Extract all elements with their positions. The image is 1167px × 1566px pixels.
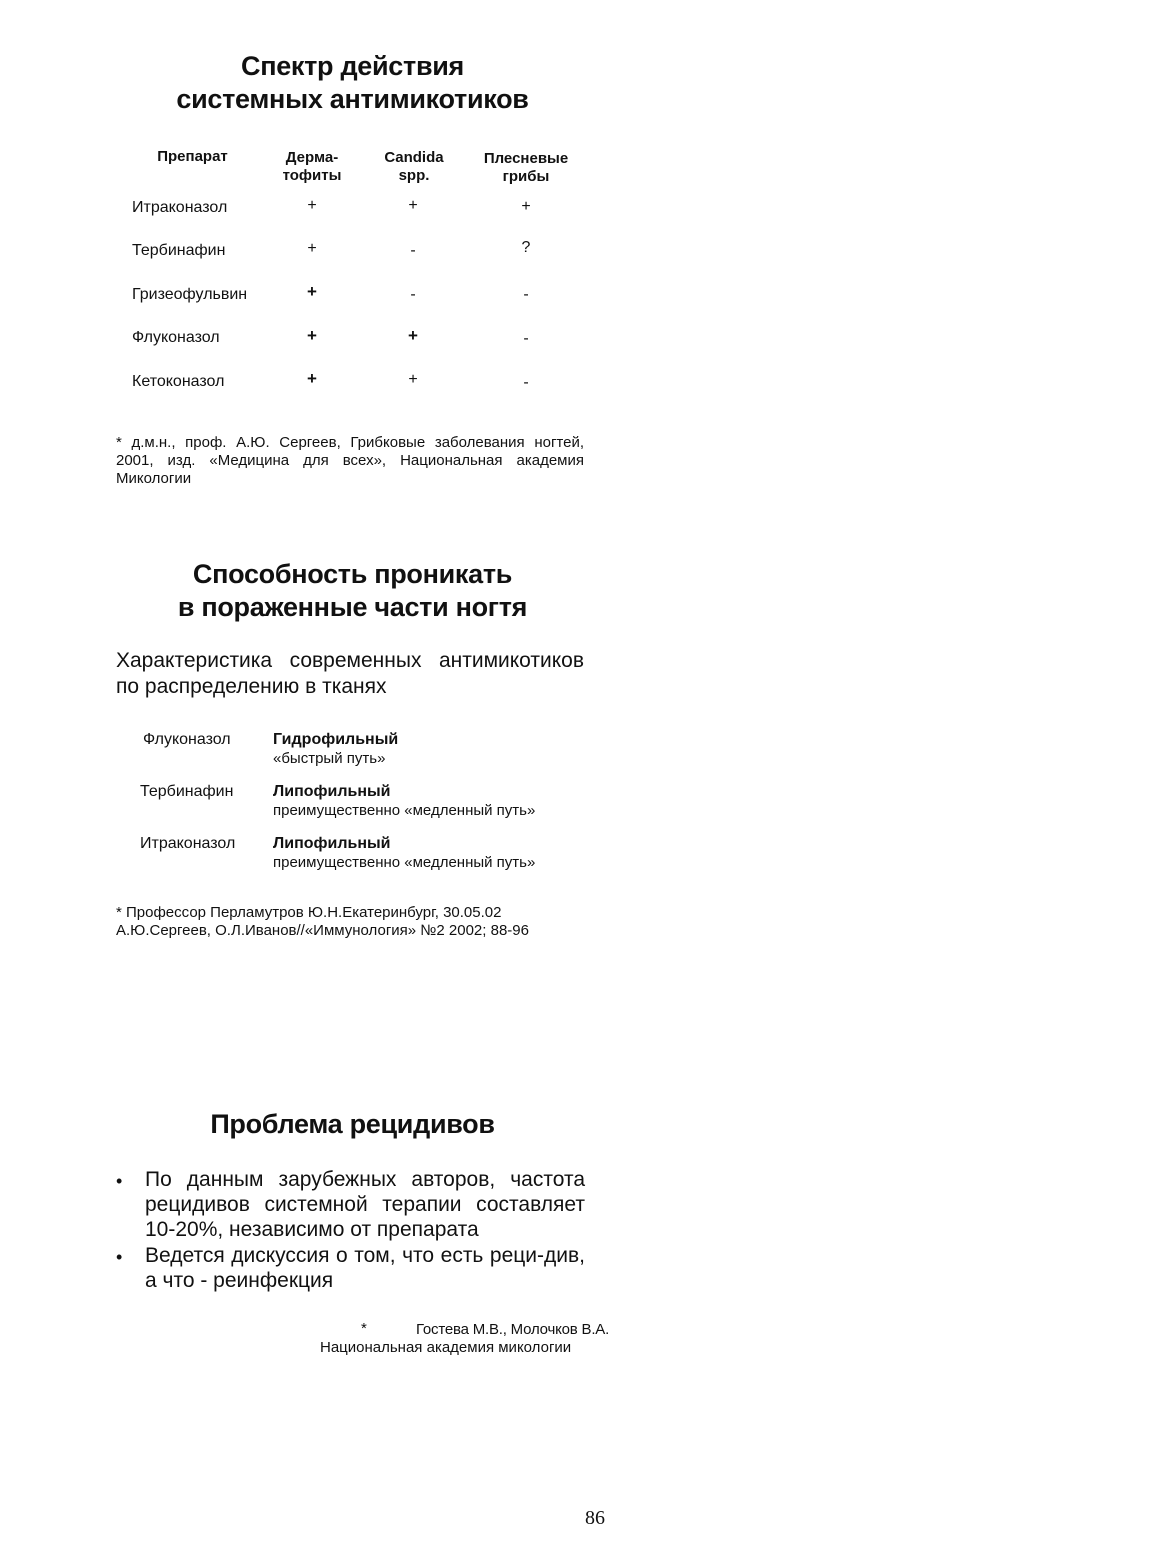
list-item-drug: Тербинафин [140,783,234,800]
header-dermatophytes-line-2: тофиты [282,167,342,184]
table-cell-molds: - [523,330,529,347]
table-row-drug: Тербинафин [132,242,226,259]
header-molds-line-1: Плесневые [483,150,569,167]
table-row-drug: Гризеофульвин [132,286,248,303]
list-item-desc: «быстрый путь» [273,750,386,767]
header-candida-line-1: Candida [384,149,444,166]
table-cell-candida: + [408,326,418,345]
list-item-type: Липофильный [273,783,391,800]
section3-footnote-author: Гостева М.В., Молочков В.А. [416,1321,610,1338]
table-cell-dermatophytes: + [307,369,317,388]
list-item-drug: Флуконазол [143,731,231,748]
list-item-type: Гидрофильный [273,731,399,748]
header-molds-line-2: грибы [502,168,550,185]
header-drug: Препарат [157,148,228,165]
section3-footnote-org: Национальная академия микологии [320,1339,572,1356]
section2-title-line-1: Способность проникать [192,559,513,589]
table-cell-dermatophytes: + [307,240,317,257]
section2-footnote-line-2: А.Ю.Сергеев, О.Л.Иванов//«Иммунология» №2 2002; 88-96 [116,922,529,939]
table-cell-molds: - [523,374,529,391]
section2-title-line-2: в пораженные части ногтя [177,592,528,622]
header-candida-line-2: spp. [398,167,430,184]
section2-intro: Характеристика современных антимикотиков по распределению в тканях [116,649,584,698]
table-cell-molds: ? [521,239,531,256]
section1-footnote: * д.м.н., проф. А.Ю. Сергеев, Грибковые заболевания ногтей, 2001, изд. «Медицина для всех», Национальная академия Микологии [116,434,584,487]
footnote-star: * [361,1320,367,1337]
list-item-drug: Итраконазол [140,835,236,852]
section1-title-line-2: системных антимикотиков [176,84,529,114]
table-cell-dermatophytes: + [307,197,317,214]
table-cell-candida: - [410,242,416,259]
page-number: 86 [585,1507,605,1529]
bullet-marker: • [116,1247,123,1267]
table-cell-candida: + [408,197,418,214]
table-cell-dermatophytes: + [307,326,317,345]
section1-title-line-1: Спектр действия [241,51,464,81]
table-row-drug: Итраконазол [132,199,228,216]
list-item-desc: преимущественно «медленный путь» [273,854,536,871]
table-row-drug: Кетоконазол [132,373,225,390]
table-cell-molds: + [521,198,531,215]
table-cell-dermatophytes: + [307,282,317,301]
list-item-desc: преимущественно «медленный путь» [273,802,536,819]
bullet-text: По данным зарубежных авторов, частота рецидивов системной терапии составляет 10-20%, независимо от препарата [145,1168,585,1241]
header-dermatophytes-line-1: Дерма- [285,149,339,166]
section3-title: Проблема рецидивов [210,1109,495,1139]
list-item-type: Липофильный [273,835,391,852]
bullet-marker: • [116,1171,123,1191]
table-cell-candida: - [410,286,416,303]
table-cell-molds: - [523,286,529,303]
table-row-drug: Флуконазол [132,329,220,346]
section2-footnote-line-1: * Профессор Перламутров Ю.Н.Екатеринбург, 30.05.02 [116,904,502,921]
bullet-text: Ведется дискуссия о том, что есть реци-див, а что - реинфекция [145,1244,585,1292]
table-cell-candida: + [408,371,418,388]
